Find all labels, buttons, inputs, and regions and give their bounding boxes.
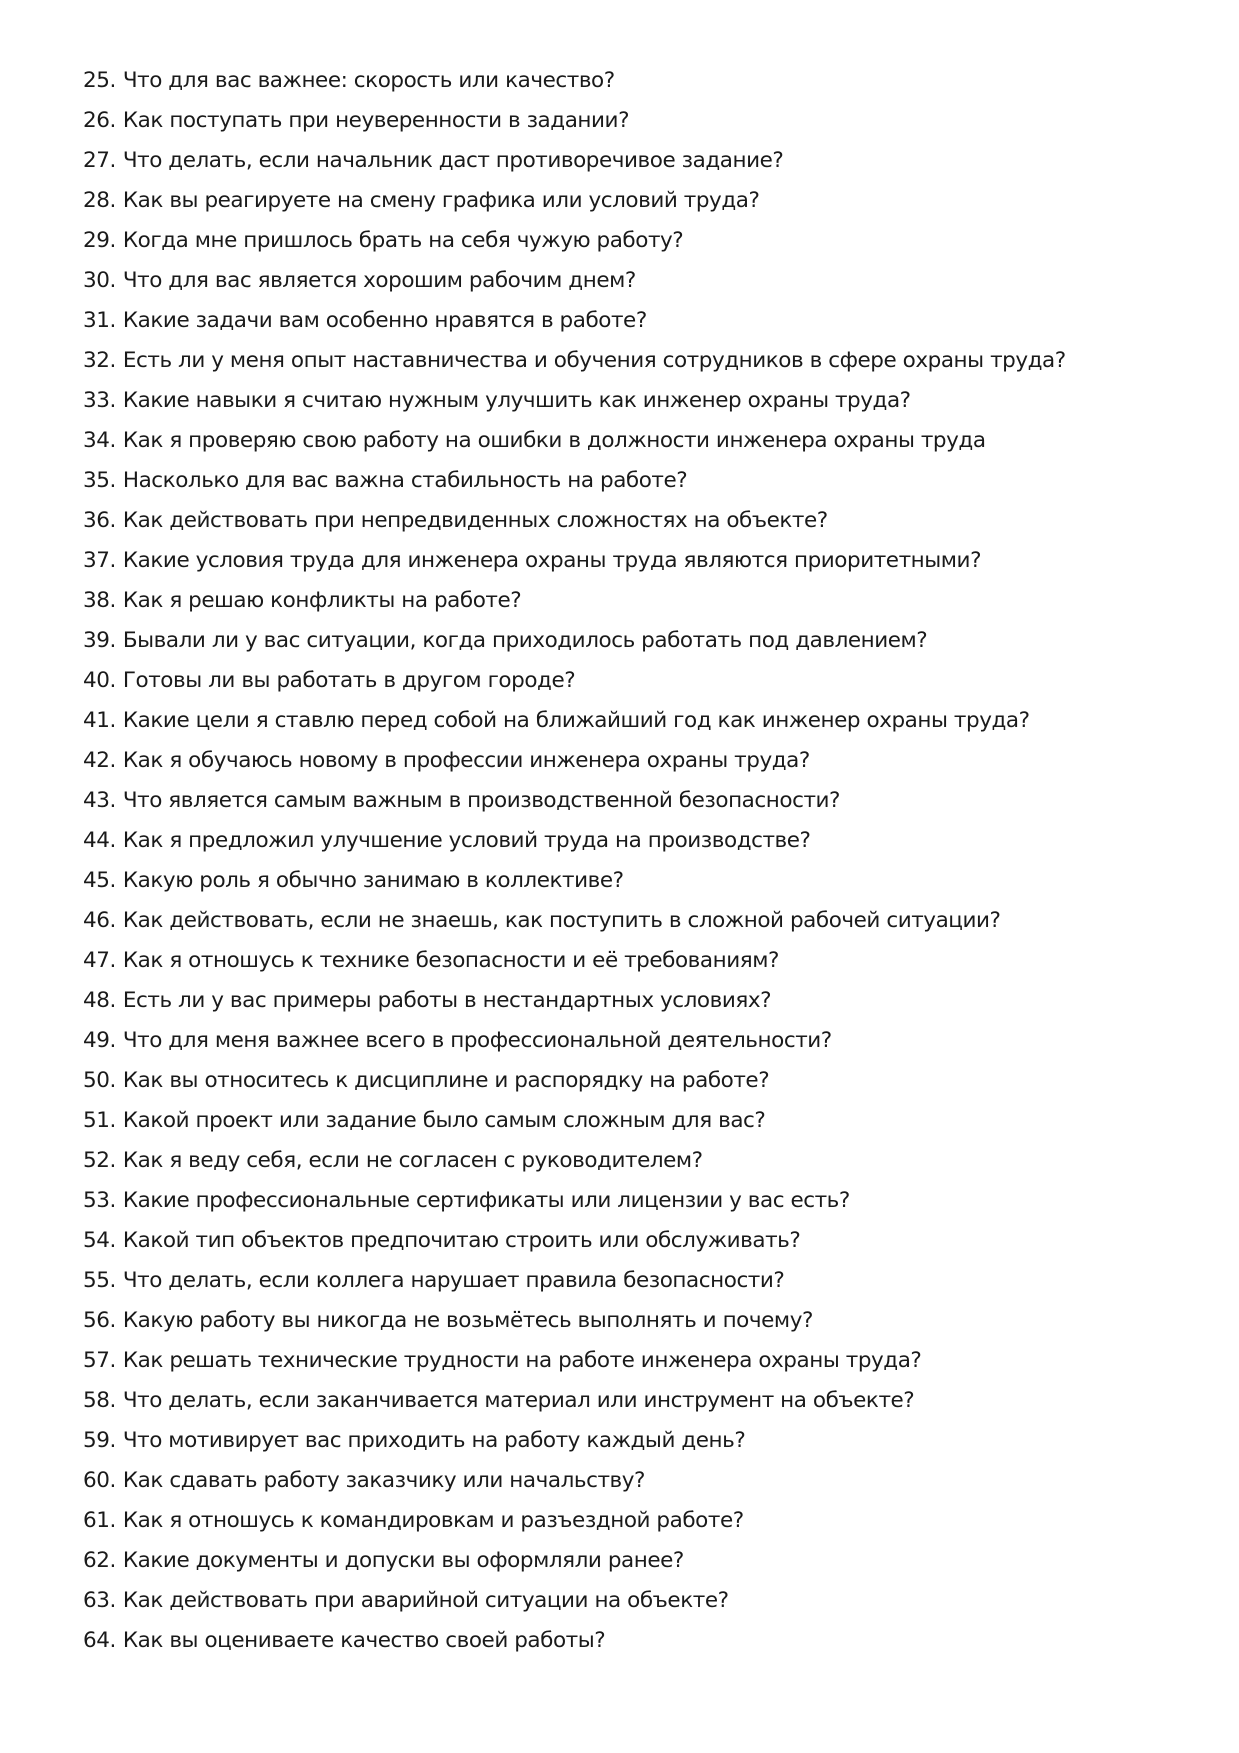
question-text: Что делать, если начальник даст противоречивое задание? [122,148,784,173]
question-item [83,141,1183,181]
question-text: Какой проект или задание было самым сложным для вас? [122,1108,766,1133]
question-item [83,901,1183,941]
question-number: 57 . [83,1341,116,1381]
question-item [83,661,1183,701]
question-number: 32 . [83,341,116,381]
question-item [83,941,1183,981]
question-text: Бывали ли у вас ситуации, когда приходилось работать под давлением? [122,628,928,653]
question-number: 47 . [83,941,116,981]
question-number: 62 . [83,1541,116,1581]
question-item [83,1581,1183,1621]
question-number: 44 . [83,821,116,861]
question-item [83,301,1183,341]
question-text: Как вы оцениваете качество своей работы? [122,1628,606,1653]
question-text: Как поступать при неуверенности в задании? [122,108,630,133]
question-item [83,781,1183,821]
question-text: Какие навыки я считаю нужным улучшить как инженер охраны труда? [122,388,911,413]
question-item [83,861,1183,901]
question-item [83,1381,1183,1421]
question-item [83,501,1183,541]
question-number: 64 . [83,1621,116,1661]
question-number: 30 . [83,261,116,301]
question-item [83,1341,1183,1381]
question-text: Как я решаю конфликты на работе? [122,588,522,613]
question-text: Какие задачи вам особенно нравятся в работе? [122,308,647,333]
question-text: Что делать, если заканчивается материал или инструмент на объекте? [122,1388,915,1413]
question-number: 63 . [83,1581,116,1621]
question-text: Как я предложил улучшение условий труда на производстве? [122,828,811,853]
question-text: Насколько для вас важна стабильность на работе? [122,468,688,493]
question-item [83,1261,1183,1301]
question-text: Как сдавать работу заказчику или начальству? [122,1468,645,1493]
question-item [83,1141,1183,1181]
question-item [83,421,1183,461]
question-text: Как я отношусь к командировкам и разъездной работе? [122,1508,744,1533]
question-text: Как решать технические трудности на работе инженера охраны труда? [122,1348,922,1373]
question-item [83,101,1183,141]
question-number: 37 . [83,541,116,581]
question-text: Как вы реагируете на смену графика или условий труда? [122,188,760,213]
question-item [83,1101,1183,1141]
question-number: 38 . [83,581,116,621]
question-text: Как вы относитесь к дисциплине и распорядку на работе? [122,1068,770,1093]
question-number: 39 . [83,621,116,661]
question-text: Что для вас важнее: скорость или качество? [122,68,615,93]
question-number: 26 . [83,101,116,141]
question-number: 40 . [83,661,116,701]
question-item [83,181,1183,221]
question-item [83,581,1183,621]
question-text: Какую роль я обычно занимаю в коллективе? [122,868,624,893]
question-item [83,1061,1183,1101]
question-text: Когда мне пришлось брать на себя чужую работу? [122,228,684,253]
question-text: Какую работу вы никогда не возьмётесь выполнять и почему? [122,1308,813,1333]
question-number: 49 . [83,1021,116,1061]
question-number: 29 . [83,221,116,261]
question-item [83,981,1183,1021]
question-item [83,461,1183,501]
question-number: 56 . [83,1301,116,1341]
question-number: 50 . [83,1061,116,1101]
question-item [83,1541,1183,1581]
question-number: 35 . [83,461,116,501]
question-number: 55 . [83,1261,116,1301]
question-number: 53 . [83,1181,116,1221]
question-text: Как действовать, если не знаешь, как поступить в сложной рабочей ситуации? [122,908,1001,933]
question-item [83,741,1183,781]
question-number: 34 . [83,421,116,461]
question-text: Что мотивирует вас приходить на работу каждый день? [122,1428,746,1453]
question-number: 52 . [83,1141,116,1181]
question-item [83,1621,1183,1661]
question-number: 59 . [83,1421,116,1461]
question-number: 54 . [83,1221,116,1261]
question-item [83,221,1183,261]
question-text: Как я проверяю свою работу на ошибки в должности инженера охраны труда [122,428,986,453]
question-text: Как я отношусь к технике безопасности и её требованиям? [122,948,779,973]
question-text: Какие цели я ставлю перед собой на ближайший год как инженер охраны труда? [122,708,1030,733]
question-number: 27 . [83,141,116,181]
question-number: 33 . [83,381,116,421]
question-number: 31 . [83,301,116,341]
question-item [83,541,1183,581]
question-item [83,1421,1183,1461]
question-number: 43 . [83,781,116,821]
question-number: 41 . [83,701,116,741]
question-text: Что является самым важным в производственной безопасности? [122,788,841,813]
question-item [83,341,1183,381]
question-number: 60 . [83,1461,116,1501]
question-text: Что для вас является хорошим рабочим днем? [122,268,636,293]
question-text: Какие профессиональные сертификаты или лицензии у вас есть? [122,1188,850,1213]
question-item [83,1501,1183,1541]
question-number: 48 . [83,981,116,1021]
question-item [83,61,1183,101]
question-text: Есть ли у вас примеры работы в нестандартных условиях? [122,988,772,1013]
question-text: Как действовать при аварийной ситуации на объекте? [122,1588,729,1613]
question-number: 28 . [83,181,116,221]
question-text: Что делать, если коллега нарушает правила безопасности? [122,1268,785,1293]
question-list [83,61,1183,1661]
question-number: 51 . [83,1101,116,1141]
question-text: Как действовать при непредвиденных сложностях на объекте? [122,508,828,533]
question-number: 36 . [83,501,116,541]
question-text: Как я обучаюсь новому в профессии инженера охраны труда? [122,748,810,773]
question-number: 46 . [83,901,116,941]
question-text: Какие документы и допуски вы оформляли ранее? [122,1548,684,1573]
question-number: 25 . [83,61,116,101]
question-item [83,1221,1183,1261]
question-item [83,621,1183,661]
question-number: 42 . [83,741,116,781]
question-text: Какой тип объектов предпочитаю строить или обслуживать? [122,1228,801,1253]
question-item [83,1021,1183,1061]
question-item [83,821,1183,861]
question-text: Что для меня важнее всего в профессиональной деятельности? [122,1028,832,1053]
question-item [83,261,1183,301]
question-text: Есть ли у меня опыт наставничества и обучения сотрудников в сфере охраны труда? [122,348,1066,373]
question-text: Готовы ли вы работать в другом городе? [122,668,576,693]
question-number: 45 . [83,861,116,901]
question-number: 61 . [83,1501,116,1541]
question-item [83,1461,1183,1501]
question-item [83,1301,1183,1341]
question-number: 58 . [83,1381,116,1421]
question-text: Какие условия труда для инженера охраны труда являются приоритетными? [122,548,982,573]
question-item [83,1181,1183,1221]
question-item [83,701,1183,741]
question-text: Как я веду себя, если не согласен с руководителем? [122,1148,703,1173]
question-item [83,381,1183,421]
